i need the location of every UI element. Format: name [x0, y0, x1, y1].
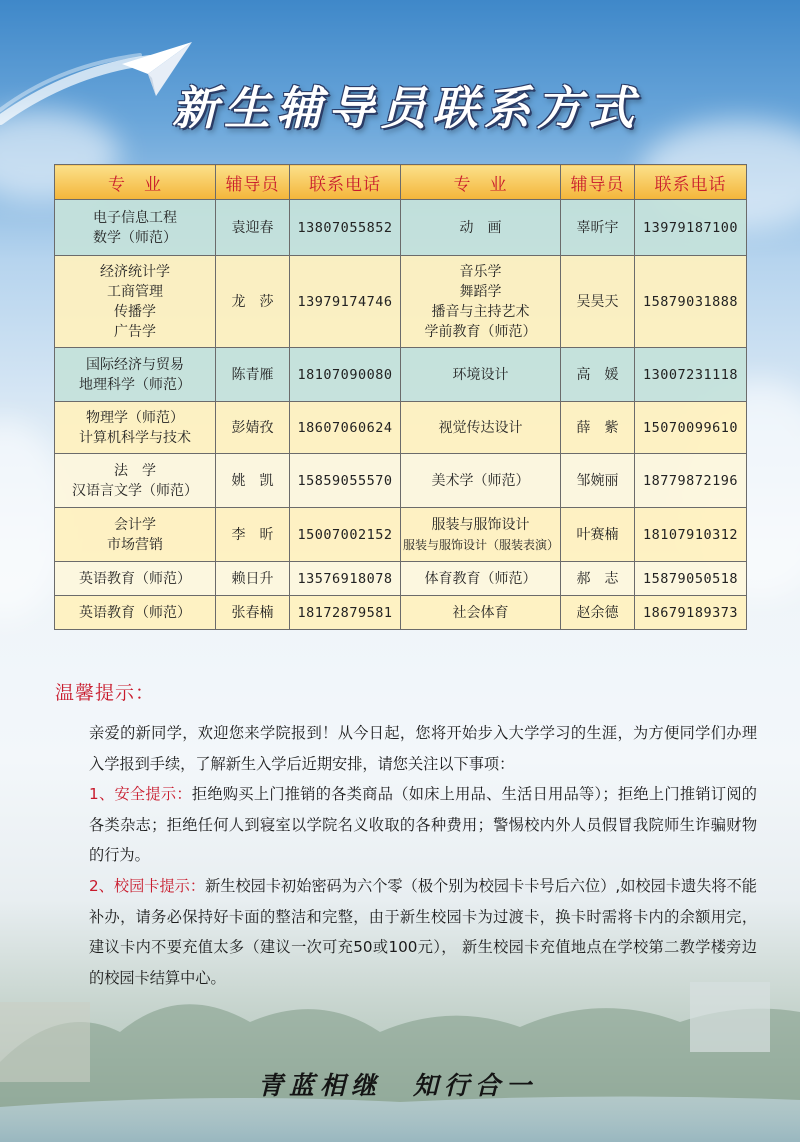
column-header-major: 专 业	[401, 165, 561, 200]
major-cell: 美术学（师范）	[401, 454, 561, 508]
phone-cell: 18107910312	[635, 508, 747, 562]
major-cell: 动 画	[401, 200, 561, 256]
safety-tip	[55, 779, 757, 871]
counselor-cell: 龙 莎	[216, 256, 290, 348]
phone-cell: 15879050518	[635, 562, 747, 596]
counselor-cell: 赵余德	[561, 596, 635, 630]
table-row	[55, 454, 747, 508]
table-row	[55, 402, 747, 454]
major-cell: 会计学 市场营销	[55, 508, 216, 562]
counselor-cell: 叶赛楠	[561, 508, 635, 562]
column-header-phone: 联系电话	[290, 165, 401, 200]
phone-cell: 13576918078	[290, 562, 401, 596]
phone-cell: 18607060624	[290, 402, 401, 454]
counselor-cell: 辜昕宇	[561, 200, 635, 256]
phone-cell: 15070099610	[635, 402, 747, 454]
phone-cell: 15879031888	[635, 256, 747, 348]
counselor-cell: 李 昕	[216, 508, 290, 562]
major-cell: 环境设计	[401, 348, 561, 402]
poster-title: 新生辅导员联系方式	[172, 81, 640, 135]
major-cell: 国际经济与贸易 地理科学（师范）	[55, 348, 216, 402]
major-cell: 经济统计学 工商管理 传播学 广告学	[55, 256, 216, 348]
safety-tip-text: 拒绝购买上门推销的各类商品（如床上用品、生活日用品等）；拒绝上门推销订阅的各类杂志；拒绝任何人到寝室以学院名义收取的各种费用；警惕校内外人员假冒我院师生诈骗财物的行为。	[89, 785, 757, 865]
tips-intro: 亲爱的新同学，欢迎您来学院报到！从今日起，您将开始步入大学学习的生涯，为方便同学们办理入学报到手续，了解新生入学后近期安排，请您关注以下事项：	[89, 724, 757, 773]
counselor-cell: 邹婉丽	[561, 454, 635, 508]
major-cell: 英语教育（师范）	[55, 562, 216, 596]
major-cell: 体育教育（师范）	[401, 562, 561, 596]
major-cell: 物理学（师范） 计算机科学与技术	[55, 402, 216, 454]
counselor-cell: 陈青雁	[216, 348, 290, 402]
counselor-cell: 袁迎春	[216, 200, 290, 256]
counselor-contact-table	[54, 164, 747, 630]
campus-card-tip-label: 2、校园卡提示：	[89, 876, 206, 895]
phone-cell: 15007002152	[290, 508, 401, 562]
phone-cell: 13807055852	[290, 200, 401, 256]
counselor-cell: 赖日升	[216, 562, 290, 596]
phone-cell: 18779872196	[635, 454, 747, 508]
tips-heading: 温馨提示：	[55, 682, 156, 704]
major-cell: 音乐学 舞蹈学 播音与主持艺术 学前教育（师范）	[401, 256, 561, 348]
major-cell: 社会体育	[401, 596, 561, 630]
phone-cell: 18172879581	[290, 596, 401, 630]
motto: 青蓝相继 知行合一	[258, 1071, 538, 1100]
table-row	[55, 348, 747, 402]
safety-tip-label: 1、安全提示：	[89, 785, 192, 804]
counselor-cell: 高 媛	[561, 348, 635, 402]
table-row	[55, 562, 747, 596]
major-cell: 服装与服饰设计 服装与服饰设计（服装表演）	[401, 508, 561, 562]
campus-card-tip-text: 新生校园卡初始密码为六个零（极个别为校园卡卡号后六位）,如校园卡遗失将不能补办，请务必保持好卡面的整洁和完整，由于新生校园卡为过渡卡，换卡时需将卡内的余额用完，建议卡内不要充值太多（建议一次可充50或100元）， 新生校园卡充值地点在学校第二教学楼旁边的校园卡结算中心。	[89, 876, 757, 987]
counselor-cell: 吴昊天	[561, 256, 635, 348]
phone-cell: 13979174746	[290, 256, 401, 348]
counselor-cell: 薛 紫	[561, 402, 635, 454]
phone-cell: 13007231118	[635, 348, 747, 402]
counselor-cell: 姚 凯	[216, 454, 290, 508]
major-cell: 电子信息工程 数学（师范）	[55, 200, 216, 256]
column-header-counselor: 辅导员	[216, 165, 290, 200]
phone-cell: 18107090080	[290, 348, 401, 402]
counselor-cell: 彭婧孜	[216, 402, 290, 454]
table-row	[55, 256, 747, 348]
major-cell: 视觉传达设计	[401, 402, 561, 454]
table-row	[55, 596, 747, 630]
campus-landscape-decoration	[0, 942, 800, 1142]
counselor-cell: 张春楠	[216, 596, 290, 630]
major-cell: 法 学 汉语言文学（师范）	[55, 454, 216, 508]
major-cell: 英语教育（师范）	[55, 596, 216, 630]
column-header-counselor: 辅导员	[561, 165, 635, 200]
column-header-phone: 联系电话	[635, 165, 747, 200]
column-header-major: 专 业	[55, 165, 216, 200]
phone-cell: 13979187100	[635, 200, 747, 256]
table-header-row	[55, 165, 747, 200]
table-row	[55, 508, 747, 562]
counselor-cell: 郝 志	[561, 562, 635, 596]
phone-cell: 18679189373	[635, 596, 747, 630]
table-row	[55, 200, 747, 256]
phone-cell: 15859055570	[290, 454, 401, 508]
